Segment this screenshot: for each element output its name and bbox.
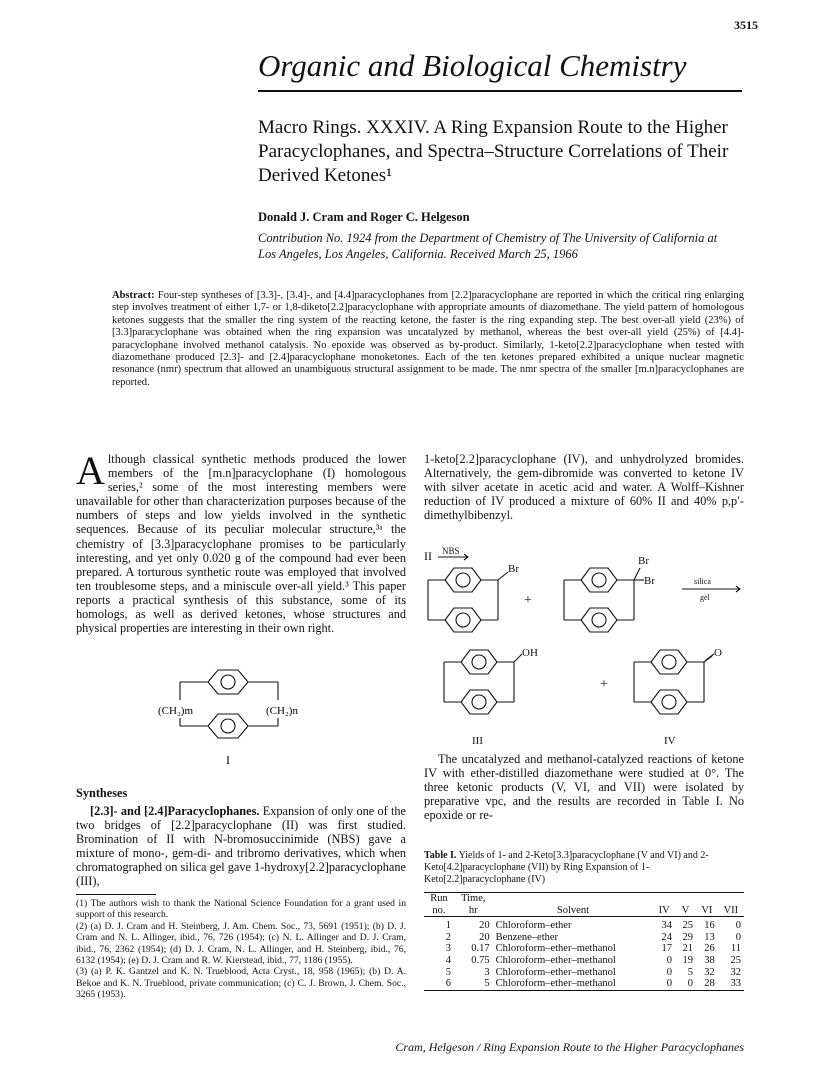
reagent-silica: silica (694, 577, 711, 586)
structure-I-label: I (226, 753, 230, 767)
table-cell: Chloroform–ether–methanol (495, 966, 616, 978)
br-label: Br (508, 563, 519, 575)
table-cell: 33 (718, 978, 744, 990)
table-cell: 38 (704, 954, 715, 966)
benzene-ring-icon (208, 714, 248, 738)
table-cell: 5 (445, 966, 451, 978)
drop-cap: A (76, 448, 105, 493)
table-caption-text: Yields of 1- and 2-Keto[3.3]paracyclophane (V and VI) and 2-Keto[4.2]paracyclophane (VII) by Ring Expansion of 1-Keto[2.2]paracyclophane (IV) (424, 850, 709, 885)
footnotes (76, 898, 406, 1001)
table-label: Table I. (424, 850, 457, 861)
table-header: IV (653, 905, 675, 917)
footnote-3: (3) (a) P. K. Gantzel and K. N. Trueblood, Acta Cryst., 18, 958 (1965); (b) D. A. Bekoe and K. N. Trueblood, private communication; (c) C. J. Brown, J. Chem. Soc., 3265 (1953). (76, 966, 406, 1001)
table-row (424, 917, 744, 932)
table-cell: Chloroform–ether (495, 920, 572, 932)
table-cell: 21 (682, 943, 693, 955)
table-cell: Benzene–ether (495, 931, 559, 943)
table-cell: 19 (682, 954, 693, 966)
table-cell: 2 (445, 931, 451, 943)
reactant-label: II (424, 549, 432, 563)
table-cell: 25 (682, 920, 693, 932)
header-rule (258, 90, 742, 92)
results-text: The uncatalyzed and methanol-catalyzed reactions of ketone IV with ether-distilled diazomethane were studied at 0°. The three ketonic products (V, VI, and VII) were isolated by preparative vpc, and the results are recorded in Table I. No epoxide or re- (424, 752, 744, 823)
subsection-heading: [2.3]- and [2.4]Paracyclophanes. (90, 804, 260, 818)
article-title: Macro Rings. XXXIV. A Ring Expansion Route to the Higher Paracyclophanes, and Spectra–Structure Correlations of Their Derived Ketones¹ (258, 117, 729, 186)
oh-label: OH (522, 647, 538, 659)
abstract-text: Four-step syntheses of [3.3]-, [3.4]-, and [4.4]paracyclophanes from [2.2]paracyclophane are reported in which the critical ring enlarging step involves treatment of either 1,7- or 1,8-diketo[2.2]paracyclophane with appropriate amounts of diazomethane. The yield pattern of homologous ketones suggests that the smaller the ring system of the reacting ketone, the faster is the ring expanding step. The best over-all yield (23%) of [3.3]paracyclophane was obtained when the ring expansion was uncatalyzed by methanol, whereas the best over-all yield (25%) of [4.4]-paracyclophane involved methanol catalysis. No epoxide was observed as by-product. Similarly, 1-keto[2.2]paracyclophane when tested with diazomethane produced [2.3]- and [2.4]paracyclophane monoketones. Each of the ten ketones prepared exhibited a unique nuclear magnetic resonance (nmr) spectrum that allowed an unambiguous structural assignment to be made. The nmr spectra of the smaller [m.n]paracyclophanes are reported. (112, 290, 744, 388)
table-cell: 32 (704, 966, 715, 978)
footnote-rule (76, 894, 156, 895)
table-cell: 5 (687, 966, 693, 978)
structure-IV-label: IV (664, 735, 676, 747)
plus-sign: + (600, 677, 608, 692)
table-cell: 32 (730, 966, 741, 978)
table-row (424, 967, 744, 979)
table-header: VI (696, 905, 718, 917)
table-cell: 6 (424, 978, 454, 990)
table-cell: 3 (445, 943, 451, 955)
table-row (424, 943, 744, 955)
abstract-label: Abstract: (112, 290, 155, 301)
table-cell: 0 (666, 966, 672, 978)
table-cell: 11 (730, 943, 741, 955)
structure-III-label: III (472, 735, 483, 747)
table-row (424, 932, 744, 944)
table-cell: 29 (682, 931, 693, 943)
table-header: hr (454, 905, 493, 917)
footnote-2: (2) (a) D. J. Cram and H. Steinberg, J. Am. Chem. Soc., 73, 5691 (1951); (b) D. J. Cram and N. L. Allinger, ibid., 76, 726 (1954); (c) N. L. Allinger and D. J. Cram, ibid., 76, 2362 (1954); (d) D. J. Cram, N. L. Allinger, and H. Steinberg, ibid., 76, 6132 (1954); (e) D. J. Cram and R. W. Kierstead, ibid., 77, 1186 (1955). (76, 920, 406, 967)
affiliation: Contribution No. 1924 from the Department of Chemistry of The University of California at Los Angeles, Los Angeles, California. Received March 25, 1966 (258, 231, 718, 261)
table-cell: 0 (666, 954, 672, 966)
right-column-paragraph: 1-keto[2.2]paracyclophane (IV), and unhydrolyzed bromides. Alternatively, the gem-dibromide was converted to ketone IV with silver acetate in acetic acid and water. A Wolff–Kishner reduction of IV produced a mixture of 60% II and 40% p,p′-dimethylbibenzyl. (424, 452, 744, 523)
table-cell: 0 (735, 920, 741, 932)
table-cell: 34 (661, 920, 672, 932)
table-cell: Chloroform–ether–methanol (493, 978, 654, 990)
table-cell: 0.75 (471, 954, 490, 966)
table-cell: 25 (730, 954, 741, 966)
syntheses-text: Expansion of only one of the two bridges of [2.2]paracyclophane (II) was first studied. Bromination of II with N-bromosuccinimide (NBS) gave a mixture of mono-, gem-di- and tribromo derivatives, which when chromatographed on silica gel gave 1-hydroxy[2.2]paracyclophane (III), (76, 804, 407, 889)
results-paragraph (424, 752, 744, 822)
table-cell: 20 (479, 920, 490, 932)
plus-sign: + (524, 593, 532, 608)
table-cell: 4 (445, 954, 451, 966)
reagent-gel: gel (700, 593, 710, 602)
table-header: Solvent (493, 905, 654, 917)
footnote-1: (1) The authors wish to thank the National Science Foundation for a grant used in support of this research. (76, 898, 406, 921)
benzene-ring-icon (208, 670, 248, 694)
table-cell: Chloroform–ether–methanol (495, 943, 616, 955)
table-cell: 17 (661, 943, 672, 955)
table-cell: 16 (704, 920, 715, 932)
table-row (424, 978, 744, 990)
table-header: VII (718, 905, 744, 917)
journal-section-title: Organic and Biological Chemistry (258, 48, 687, 83)
table-cell: 5 (454, 978, 493, 990)
table-cell: Chloroform–ether–methanol (495, 954, 616, 966)
table-cell: 1 (445, 920, 451, 932)
table-header: no. (424, 905, 454, 917)
table-cell: 0 (653, 978, 675, 990)
table-cell: 20 (479, 931, 490, 943)
structure-I-diagram (150, 660, 310, 770)
reaction-scheme (424, 528, 744, 753)
authors: Donald J. Cram and Roger C. Helgeson (258, 210, 470, 224)
table-caption (424, 850, 744, 886)
syntheses-paragraph (76, 804, 406, 889)
table-cell: 3 (484, 966, 490, 978)
table-cell: 24 (661, 931, 672, 943)
reagent-label: NBS (442, 546, 460, 556)
table-cell: 28 (696, 978, 718, 990)
running-footer: Cram, Helgeson / Ring Expansion Route to the Higher Paracyclophanes (395, 1040, 744, 1054)
table-header: Run (424, 893, 454, 905)
table-cell: 0.17 (471, 943, 490, 955)
table-cell: 0 (675, 978, 696, 990)
table-header: V (675, 905, 696, 917)
br-label: Br (638, 555, 649, 567)
table-cell: 13 (704, 931, 715, 943)
table-header: Time, (454, 893, 493, 905)
abstract (112, 290, 744, 389)
intro-text: lthough classical synthetic methods produced the lower members of the [m.n]paracyclophane (I) homologous series,² some of the most interesting members were unavailable for other than characterization purposes because of the numbers of steps and low yields involved in the synthetic sequences. Because of its peculiar molecular structure,³ᵃ the chemistry of [3.3]paracyclophane promises to be particularly interesting, and yet only 0.020 g of the compound had ever been prepared. A torturous synthetic route was employed that involved ten troublesome steps, and a miniscule over-all yield.³ This paper reports a practical synthesis of this substance, some of its homologs, as well as derived ketones, whose structures and physical properties are interesting in their own right. (76, 452, 406, 636)
page-number: 3515 (734, 18, 758, 32)
table-cell: 26 (704, 943, 715, 955)
table-row (424, 955, 744, 967)
yields-table (424, 892, 744, 991)
section-heading-syntheses: Syntheses (76, 786, 128, 800)
br-label: Br (644, 575, 655, 587)
o-label: O (714, 647, 722, 659)
bridge-label-m: (CH₂)m (158, 705, 193, 717)
bridge-label-n: (CH₂)n (266, 705, 298, 717)
intro-paragraph (76, 448, 406, 636)
table-cell: 0 (735, 931, 741, 943)
